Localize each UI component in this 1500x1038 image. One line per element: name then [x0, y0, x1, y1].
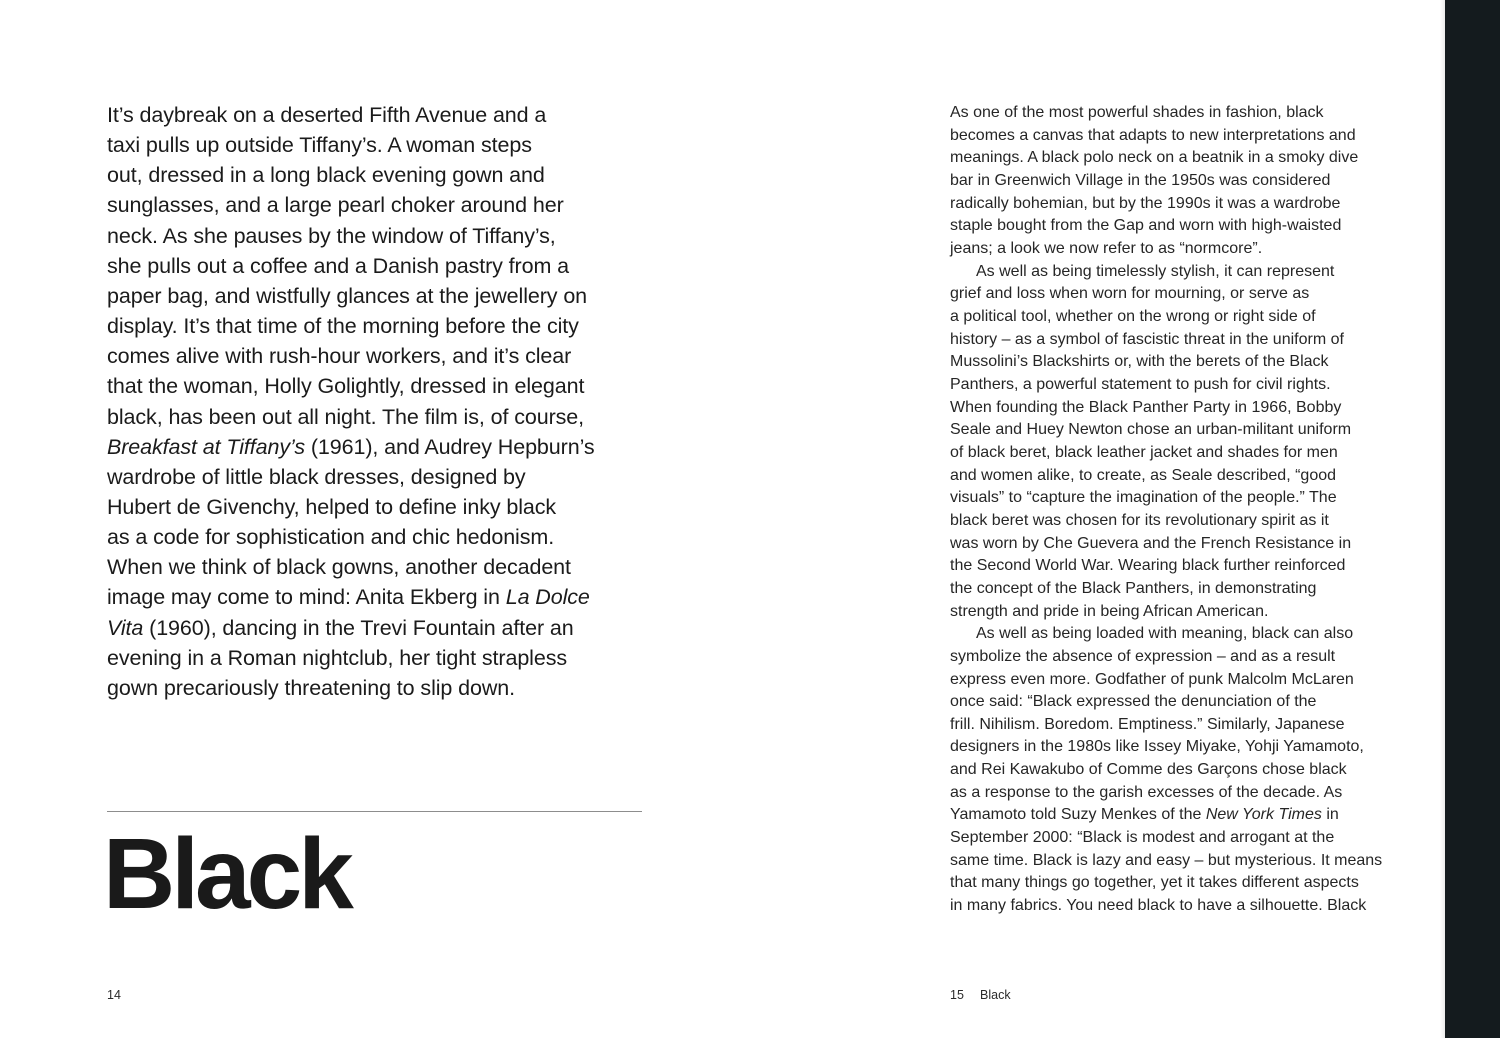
text-run: radically bohemian, but by the 1990s it was a wardrobe — [950, 194, 1341, 212]
body-line — [950, 555, 1345, 578]
body-line — [950, 533, 1351, 556]
text-run: frill. Nihilism. Boredom. Emptiness.” Similarly, Japanese — [950, 715, 1345, 733]
body-line — [950, 872, 1359, 895]
intro-line — [107, 160, 545, 190]
text-run: Hubert de Givenchy, helped to define inky black — [107, 494, 557, 519]
text-run: Panthers, a powerful statement to push for civil rights. — [950, 375, 1331, 393]
body-line — [950, 102, 1324, 125]
body-line — [950, 487, 1337, 510]
text-run: Yamamoto told Suzy Menkes of the — [950, 806, 1206, 824]
text-run: history – as a symbol of fascistic threat in the uniform of — [950, 330, 1344, 348]
intro-line — [107, 281, 587, 311]
body-line — [950, 759, 1347, 782]
text-run: September 2000: “Black is modest and arrogant at the — [950, 829, 1335, 847]
text-run: Mussolini’s Blackshirts or, with the berets of the Black — [950, 353, 1329, 371]
text-run: visuals” to “capture the imagination of the people.” The — [950, 489, 1337, 507]
text-run: the concept of the Black Panthers, in demonstrating — [950, 579, 1317, 597]
italic-title-text: Breakfast at Tiffany’s — [107, 434, 305, 459]
body-line — [950, 125, 1356, 148]
intro-line — [107, 251, 569, 281]
body-line — [950, 215, 1341, 238]
body-line — [950, 850, 1382, 873]
body-line — [950, 827, 1334, 850]
italic-title-text: Vita — [107, 615, 144, 640]
text-run: When founding the Black Panther Party in 1966, Bobby — [950, 398, 1342, 416]
body-line — [950, 669, 1354, 692]
intro-line — [107, 100, 546, 130]
text-run: the Second World War. Wearing black further reinforced — [950, 557, 1346, 575]
body-line — [950, 238, 1262, 261]
body-line — [950, 578, 1316, 601]
italic-title-text: La Dolce — [505, 585, 590, 610]
text-run: designers in the 1980s like Issey Miyake, Yohji Yamamoto, — [950, 738, 1364, 756]
chapter-title: Black — [103, 818, 350, 930]
body-line — [950, 510, 1329, 533]
text-run: paper bag, and wistfully glances at the jewellery on — [107, 283, 588, 308]
body-line — [950, 601, 1268, 624]
body-line — [950, 782, 1342, 805]
body-line — [950, 397, 1341, 420]
text-run: staple bought from the Gap and worn with high-waisted — [950, 217, 1342, 235]
intro-line — [107, 221, 556, 251]
body-line — [950, 804, 1339, 827]
text-run: jeans; a look we now refer to as “normcore”. — [950, 239, 1263, 257]
body-line — [950, 170, 1330, 193]
text-run: black beret was chosen for its revolutionary spirit as it — [950, 511, 1329, 529]
text-run: (1961), and Audrey Hepburn’s — [304, 434, 595, 459]
intro-line — [107, 552, 571, 582]
body-line — [950, 895, 1366, 918]
body-line — [976, 261, 1334, 284]
text-run: neck. As she pauses by the window of Tiffany’s, — [107, 223, 556, 248]
running-head: Black — [980, 988, 1011, 1002]
body-line — [976, 623, 1353, 646]
text-run: grief and loss when worn for mourning, or serve as — [950, 285, 1310, 303]
text-run: When we think of black gowns, another decadent — [107, 555, 571, 580]
body-line — [950, 374, 1331, 397]
intro-line — [107, 492, 556, 522]
text-run: in — [1321, 806, 1339, 824]
intro-line — [107, 130, 532, 160]
body-line — [950, 329, 1344, 352]
text-run: as a response to the garish excesses of the decade. As — [950, 783, 1343, 801]
intro-line — [107, 432, 595, 462]
text-run: in many fabrics. You need black to have a silhouette. Black — [950, 897, 1367, 915]
text-run: out, dressed in a long black evening gown and — [107, 163, 545, 188]
text-run: as a code for sophistication and chic hedonism. — [107, 525, 555, 550]
intro-line — [107, 582, 590, 612]
text-run: image may come to mind: Anita Ekberg in — [107, 585, 506, 610]
text-run: becomes a canvas that adapts to new interpretations and — [950, 126, 1356, 144]
intro-line — [107, 341, 571, 371]
body-line — [950, 193, 1340, 216]
body-line — [950, 442, 1338, 465]
text-run: once said: “Black expressed the denunciation of the — [950, 693, 1317, 711]
italic-title-text: New York Times — [1205, 806, 1322, 824]
body-line — [950, 351, 1329, 374]
chapter-divider-rule — [107, 811, 642, 812]
body-line — [950, 419, 1351, 442]
intro-line — [107, 402, 584, 432]
text-run: evening in a Roman nightclub, her tight strapless — [107, 645, 568, 670]
page-number-right: 15 — [950, 988, 964, 1002]
text-run: display. It’s that time of the morning before the city — [107, 314, 579, 339]
text-run: As well as being loaded with meaning, black can also — [976, 625, 1354, 643]
text-run: symbolize the absence of expression – and as a result — [950, 647, 1336, 665]
text-run: express even more. Godfather of punk Malcolm McLaren — [950, 670, 1354, 688]
intro-line — [107, 522, 554, 552]
page-number-left: 14 — [107, 988, 121, 1002]
body-line — [950, 646, 1335, 669]
intro-line — [107, 190, 564, 220]
text-run: was worn by Che Guevera and the French Resistance in — [950, 534, 1352, 552]
text-run: Seale and Huey Newton chose an urban-militant uniform — [950, 421, 1352, 439]
body-line — [950, 714, 1344, 737]
body-line — [950, 306, 1316, 329]
text-run: taxi pulls up outside Tiffany’s. A woman steps — [107, 133, 532, 158]
text-run: comes alive with rush-hour workers, and it’s clear — [107, 344, 572, 369]
text-run: that many things go together, yet it takes different aspects — [950, 874, 1359, 892]
intro-line — [107, 462, 526, 492]
text-run: It’s daybreak on a deserted Fifth Avenue and a — [107, 103, 547, 127]
body-line — [950, 147, 1358, 170]
text-run: bar in Greenwich Village in the 1950s was considered — [950, 171, 1331, 189]
text-run: As well as being timelessly stylish, it can represent — [976, 262, 1335, 280]
dark-edge-strip — [1445, 0, 1500, 1038]
text-run: a political tool, whether on the wrong or right side of — [950, 307, 1316, 325]
text-run: gown precariously threatening to slip down. — [107, 675, 516, 700]
text-run: (1960), dancing in the Trevi Fountain after an — [143, 615, 574, 640]
intro-line — [107, 311, 579, 341]
text-run: and Rei Kawakubo of Comme des Garçons chose black — [950, 761, 1347, 779]
text-run: sunglasses, and a large pearl choker around her — [107, 193, 564, 218]
text-run: As one of the most powerful shades in fashion, black — [950, 104, 1324, 121]
intro-line — [107, 643, 567, 673]
intro-line — [107, 613, 574, 643]
text-run: of black beret, black leather jacket and shades for men — [950, 443, 1338, 461]
text-run: meanings. A black polo neck on a beatnik in a smoky dive — [950, 149, 1359, 167]
text-run: she pulls out a coffee and a Danish pastry from a — [107, 253, 570, 278]
text-run: same time. Black is lazy and easy – but mysterious. It means — [950, 851, 1383, 869]
text-run: that the woman, Holly Golightly, dressed in elegant — [107, 374, 585, 399]
text-run: strength and pride in being African American. — [950, 602, 1269, 620]
text-run: wardrobe of little black dresses, designed by — [107, 464, 526, 489]
body-line — [950, 691, 1316, 714]
text-run: black, has been out all night. The film is, of course, — [107, 404, 585, 429]
intro-line — [107, 673, 515, 703]
body-line — [950, 736, 1364, 759]
text-run: and women alike, to create, as Seale described, “good — [950, 466, 1337, 484]
body-line — [950, 465, 1336, 488]
body-line — [950, 283, 1309, 306]
intro-line — [107, 371, 584, 401]
